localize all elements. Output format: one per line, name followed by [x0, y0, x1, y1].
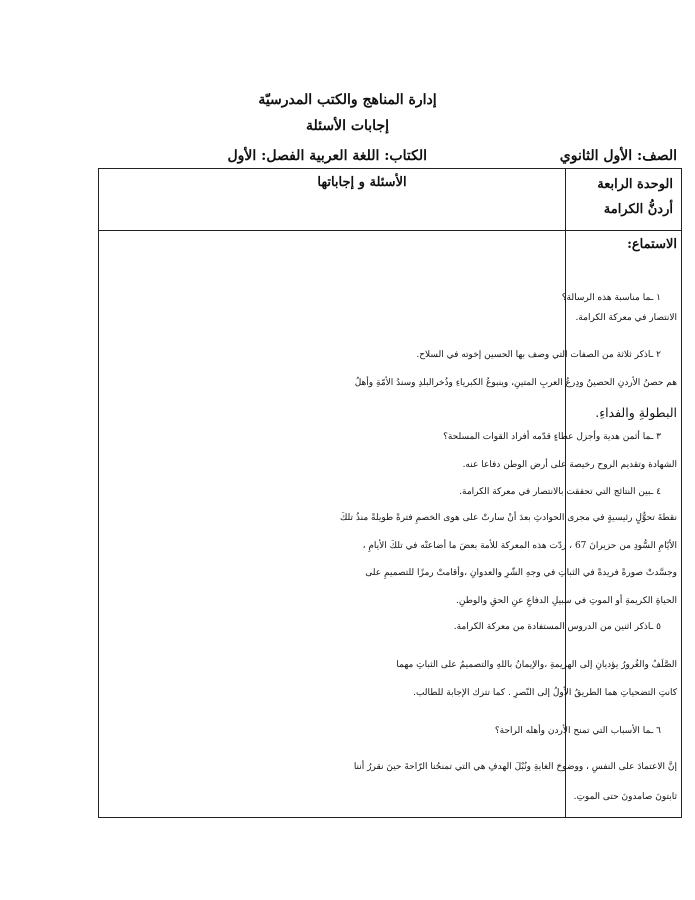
department-title: إدارة المناهج والكتب المدرسيّة	[258, 92, 437, 108]
answer-line: الحياةِ الكريمةِ أو الموتِ في سبيلِ الدفاعِ عنِ الحقِ والوطنِ.	[456, 596, 677, 606]
book-label: الكتاب: اللغة العربية الفصل: الأول	[227, 148, 427, 164]
section-title: الاستماع:	[627, 237, 677, 252]
answer-line: هم حصنُ الأردنِ الحصينُ ودِرعُ العربِ المتينِ، وينبوعُ الكبرياءِ وذُخرالبلدِ وسندُ الأمّةِ وأهلُ	[354, 378, 677, 388]
qa-table	[98, 168, 682, 818]
question-line: ٢ ـاذكر ثلاثة من الصفات التي وصف بها الحسين إخوته في السلاح.	[416, 350, 661, 360]
question-line: ٥ ـاذكر اثنين من الدروس المستفادة من معركة الكرامة.	[453, 622, 661, 632]
header-cell	[99, 169, 566, 231]
answer-line: نقطةَ تحوُّلٍ رئيسيةٍ في مجرى الحوادثِ بعدَ أنْ سارتْ على هوى الخصمِ فترةً طويلةً منذُ تلكَ	[339, 513, 677, 523]
answer-line: البطولةِ والفداءِ.	[595, 405, 677, 420]
column-header: الأسئلة و إجاباتها	[317, 175, 407, 190]
question-line: ٤ ـبين النتائج التي تحققت بالانتصار في معركة الكرامة.	[459, 487, 661, 497]
question-line: ١ ـما مناسبة هذه الرسالة؟	[561, 293, 661, 303]
answer-line: إنَّ الاعتمادَ على النفسِ ، ووضوحَ الغايةِ ونُبْلَ الهدفِ هي التي تمنحُنا الرّاحةَ حينَ نقررُ أننا	[353, 762, 677, 772]
question-line: ٦ ـما الأسباب التي تمنح الأردن وأهله الراحة؟	[494, 726, 661, 736]
answer-line: الأيّامِ السُّودِ من حزيرانَ 67 ، ردّت هذه المعركة للأمة بعضَ ما أضاعتْه في تلكَ الأيامِ ،	[362, 541, 677, 551]
unit-title: أردنُّ الكرامة	[603, 202, 673, 217]
unit-cell	[566, 169, 682, 231]
answer-line: الشهادة وتقديم الروح رخيصة على أرض الوطن دفاعا عنه.	[462, 460, 677, 470]
answer-line: كانتِ التضحياتِ هما الطريقُ الأولُ إلى النّصرِ . كما تترك الإجابة للطالب.	[413, 688, 677, 698]
question-line: ٣ ـما أثمن هدية وأجزل عطاءٍ قدّمه أفراد القوات المسلحة؟	[443, 432, 661, 442]
document-subtitle: إجابات الأسئلة	[306, 118, 389, 134]
body-cell	[339, 231, 682, 818]
grade-label: الصف: الأول الثانوي	[559, 148, 677, 164]
answer-line: الانتصار في معركة الكرامة.	[575, 313, 677, 323]
unit-number: الوحدة الرابعة	[597, 177, 673, 192]
answer-line: وجسَّدتْ صورةً فريدةً في الثباتِ في وجهِ الشّرِ والعدوانِ ،وأقامتْ رمزًا للتصميمِ على	[365, 568, 677, 578]
answer-line: الصَّلَفُ والغُرورُ يؤديانِ إلى الهزيمةِ ،والإيمانُ باللهِ والتصميمُ على الثباتِ مهما	[396, 660, 677, 670]
answer-line: ثابتونَ صامدونَ حتى الموتِ.	[573, 792, 677, 802]
